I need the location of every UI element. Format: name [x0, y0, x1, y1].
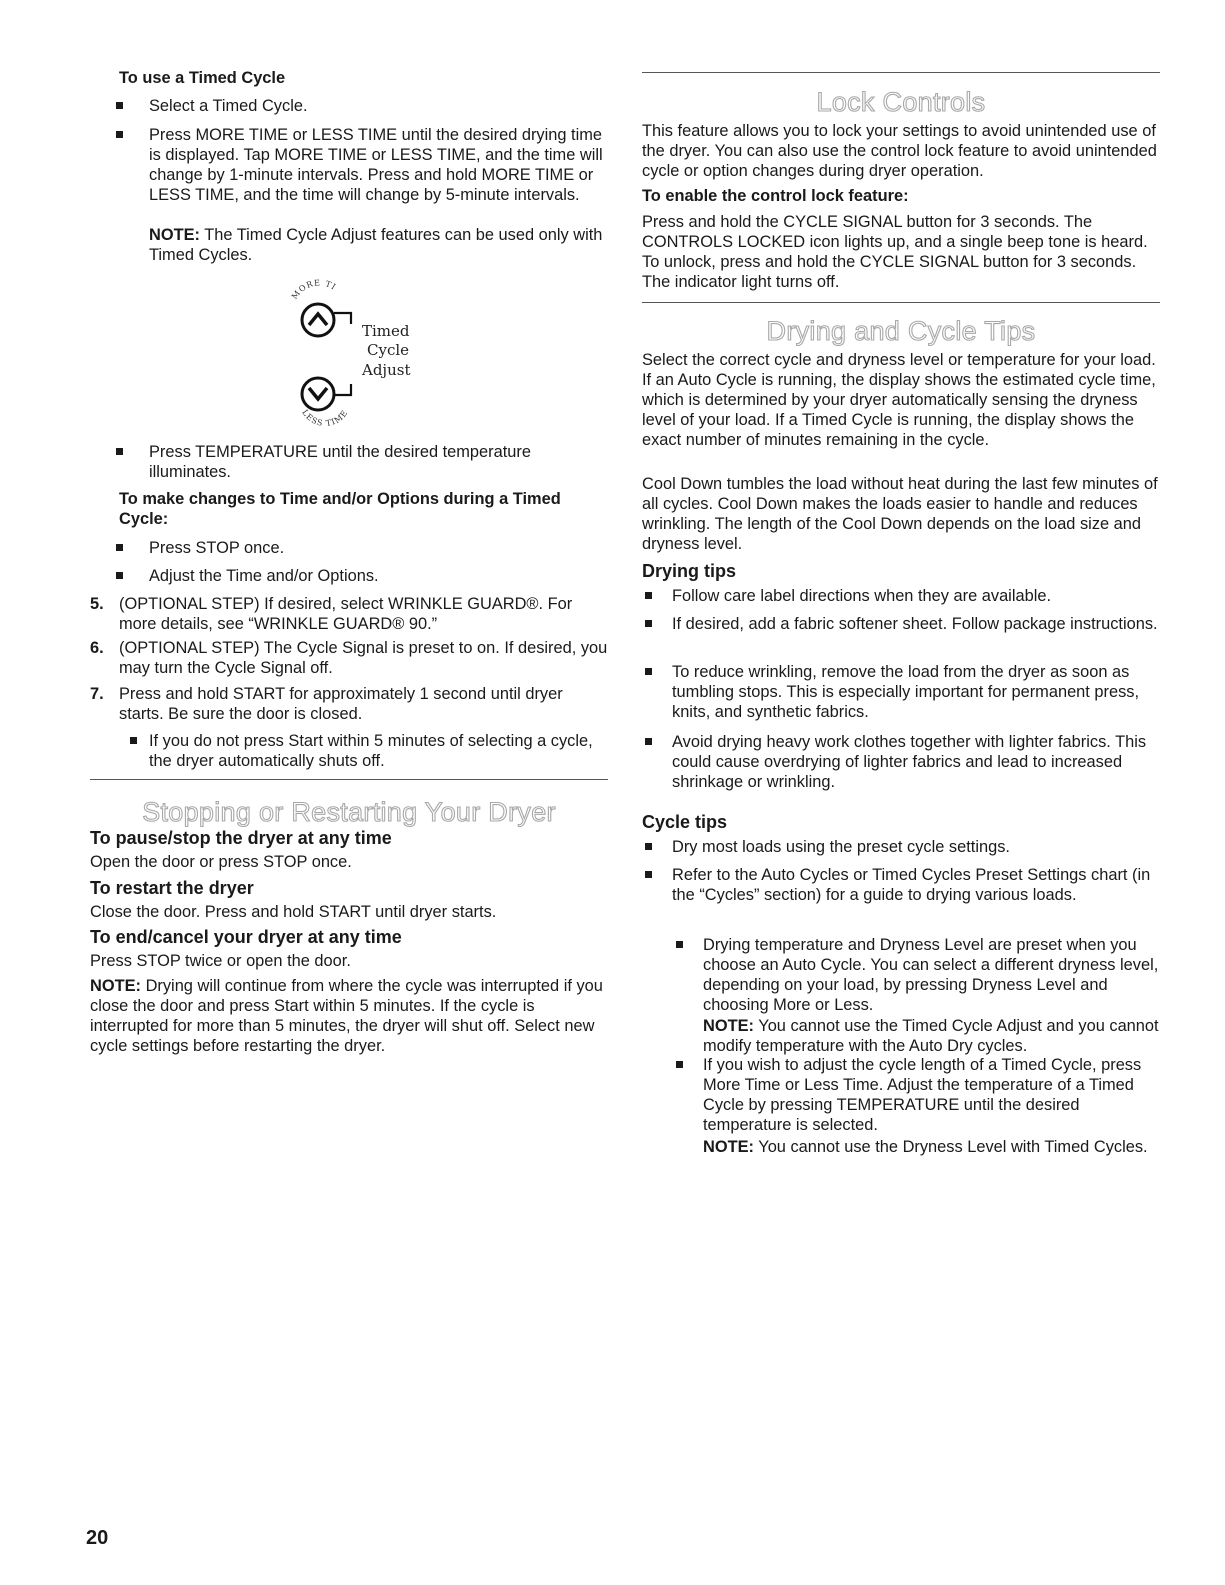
bullet-marker [645, 620, 652, 627]
changes-bullet-1: Press STOP once. [149, 539, 285, 557]
cancel-heading: To end/cancel your dryer at any time [90, 927, 402, 947]
bullet-marker [116, 102, 123, 109]
section-divider [642, 72, 1160, 73]
note-label: NOTE: [90, 977, 141, 995]
cycle-sub-tip-2-note-text: You cannot use the Dryness Level with Timed Cycles. [758, 1138, 1148, 1156]
bullet-marker [676, 1061, 683, 1068]
drying-tips-heading: Drying tips [642, 561, 737, 581]
more-time-button[interactable] [302, 304, 334, 336]
stopping-section-title: Stopping or Restarting Your Dryer [142, 797, 556, 827]
lock-intro: This feature allows you to lock your settings to avoid unintended use of the dryer. You can also use the control lock feature to avoid unintended cycle or option changes during dryer operation. [642, 122, 1157, 180]
changes-heading: To make changes to Time and/or Options during a Timed Cycle: [119, 490, 561, 528]
cancel-text: Press STOP twice or open the door. [90, 952, 351, 970]
section-divider [90, 779, 608, 780]
graphic-label-cycle-text: Cycle [367, 341, 410, 359]
bullet-marker [645, 871, 652, 878]
bullet-marker [645, 738, 652, 745]
bullet-marker [676, 941, 683, 948]
lock-controls-title: Lock Controls [816, 87, 986, 117]
section-divider [642, 302, 1160, 303]
timed-cycle-bullet-2: Press MORE TIME or LESS TIME until the desired drying time is displayed. Tap MORE TIME or LESS TIME, and the time will change by 1-minute intervals. Press and hold MORE TIME or LESS TIME, and the time will change by 5-minute intervals. [149, 126, 603, 204]
step-number: 7. [90, 685, 104, 703]
less-time-label: LESS TIME [300, 408, 350, 429]
bullet-marker [130, 737, 137, 744]
step-number: 6. [90, 639, 104, 657]
lock-enable-text: Press and hold the CYCLE SIGNAL button for 3 seconds. The CONTROLS LOCKED icon lights up, and a single beep tone is heard. To unlock, press and hold the CYCLE SIGNAL button for 3 seconds. The indicator light turns off. [642, 213, 1148, 291]
cool-down-text: Cool Down tumbles the load without heat during the last few minutes of all cycles. Cool Down makes the loads easier to handle and reduces wrinkling. The length of the Cool Down depends on the load size and dryness level. [642, 475, 1158, 553]
cycle-tips-heading: Cycle tips [642, 812, 728, 832]
cycle-sub-tip-2: If you wish to adjust the cycle length of a Timed Cycle, press More Time or Less Time. Adjust the temperature of a Timed Cycle by pressing TEMPERATURE until the desired temperature is selected. [703, 1056, 1142, 1134]
note-text: The Timed Cycle Adjust features can be used only with Timed Cycles. [149, 226, 603, 264]
cycle-sub-tip-1-note-text: You cannot use the Timed Cycle Adjust and you cannot modify temperature with the Auto Dry cycles. [703, 1017, 1159, 1055]
step-7-bullet: If you do not press Start within 5 minutes of selecting a cycle, the dryer automatically shuts off. [149, 732, 593, 770]
stop-note [90, 976, 608, 1056]
timed-cycle-adjust-svg [270, 272, 440, 432]
pause-text: Open the door or press STOP once. [90, 853, 352, 871]
timed-cycle-bullet-1: Select a Timed Cycle. [149, 97, 308, 115]
less-time-button[interactable] [302, 378, 334, 410]
changes-bullet-2: Adjust the Time and/or Options. [149, 567, 379, 585]
bracket-line [334, 384, 351, 395]
graphic-label-adjust: Adjust [362, 361, 411, 379]
drying-tip-4: Avoid drying heavy work clothes together with lighter fabrics. This could cause overdrying of lighter fabrics and lead to increased shrinkage or wrinkling. [672, 733, 1147, 791]
bracket-line [334, 313, 351, 324]
pause-heading: To pause/stop the dryer at any time [90, 828, 392, 848]
cycle-sub-tip-2-note [703, 1137, 1167, 1157]
page-number: 20 [86, 1527, 109, 1549]
step-number: 5. [90, 595, 104, 613]
drying-tip-3: To reduce wrinkling, remove the load from the dryer as soon as tumbling stops. This is especially important for permanent press, knits, and synthetic fabrics. [672, 663, 1140, 721]
bullet-marker [116, 544, 123, 551]
bullet-marker [116, 131, 123, 138]
step-5-text: (OPTIONAL STEP) If desired, select WRINKLE GUARD®. For more details, see “WRINKLE GUARD® 90.” [119, 595, 573, 633]
temperature-bullet: Press TEMPERATURE until the desired temperature illuminates. [149, 443, 531, 481]
step-6-text: (OPTIONAL STEP) The Cycle Signal is preset to on. If desired, you may turn the Cycle Signal off. [119, 639, 608, 677]
timed-cycle-adjust-graphic [270, 272, 440, 432]
lock-enable-heading: To enable the control lock feature: [642, 187, 909, 205]
restart-heading: To restart the dryer [90, 878, 254, 898]
note-label: NOTE: [703, 1138, 754, 1156]
timed-cycle-note [149, 225, 609, 265]
drying-tip-1: Follow care label directions when they are available. [672, 587, 1052, 605]
graphic-label-timed: Timed [362, 322, 410, 340]
drying-cycle-tips-title: Drying and Cycle Tips [766, 316, 1036, 346]
bullet-marker [645, 668, 652, 675]
bullet-marker [645, 592, 652, 599]
tips-intro: Select the correct cycle and dryness level or temperature for your load. If an Auto Cycle is running, the display shows the estimated cycle time, which is determined by your dryer automatically sensing the dryness level of your load. If a Timed Cycle is running, the display shows the exact number of minutes remaining in the cycle. [642, 351, 1156, 449]
note-label: NOTE: [703, 1017, 754, 1035]
bullet-marker [116, 448, 123, 455]
note-label: NOTE: [149, 226, 200, 244]
drying-tip-2: If desired, add a fabric softener sheet. Follow package instructions. [672, 615, 1158, 633]
cycle-sub-tip-1: Drying temperature and Dryness Level are preset when you choose an Auto Cycle. You can select a different dryness level, depending on your load, by pressing Dryness Level and choosing More or Less. [703, 936, 1159, 1014]
more-time-label: MORE TI [290, 278, 338, 301]
cycle-tip-2: Refer to the Auto Cycles or Timed Cycles Preset Settings chart (in the “Cycles” section) for a guide to drying various loads. [672, 866, 1151, 904]
cycle-tip-1: Dry most loads using the preset cycle settings. [672, 838, 1010, 856]
cycle-sub-tip-1-note [703, 1016, 1167, 1056]
timed-cycle-heading: To use a Timed Cycle [119, 69, 286, 87]
bullet-marker [116, 572, 123, 579]
restart-text: Close the door. Press and hold START until dryer starts. [90, 903, 497, 921]
stop-note-text: Drying will continue from where the cycle was interrupted if you close the door and press Start within 5 minutes. If the cycle is interrupted for more than 5 minutes, the dryer will shut off. Select new cycle settings before restarting the dryer. [90, 977, 603, 1055]
bullet-marker [645, 843, 652, 850]
step-7-text: Press and hold START for approximately 1 second until dryer starts. Be sure the door is closed. [119, 685, 563, 723]
